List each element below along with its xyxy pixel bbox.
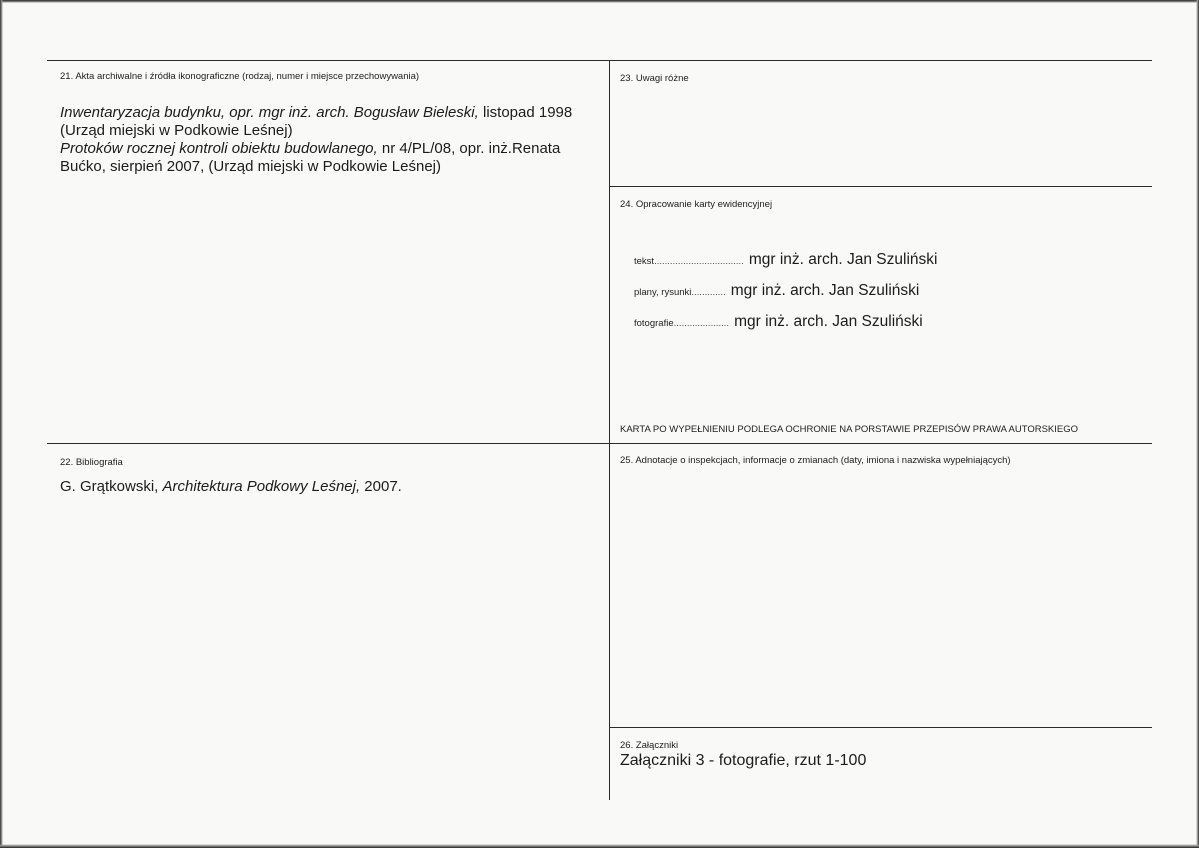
credit-dots: .................................. xyxy=(654,256,744,267)
attachments-value: Załączniki 3 - fotografie, rzut 1-100 xyxy=(620,752,867,769)
scan-edge-bottom xyxy=(0,844,1199,848)
copyright-note: KARTA PO WYPEŁNIENIU PODLEGA OCHRONIE NA PORSTAWIE PRZEPISÓW PRAWA AUTORSKIEGO xyxy=(620,424,1079,435)
divider-23-24 xyxy=(609,186,1152,187)
credit-value: mgr inż. arch. Jan Szuliński xyxy=(748,251,938,268)
archive-entry xyxy=(60,140,580,176)
credit-label: fotografie xyxy=(634,318,674,329)
archive-entry xyxy=(60,104,580,140)
top-border-line xyxy=(47,60,1152,61)
archive-entry-details: listopad 1998 (Urząd miejski w Podkowie Leśnej) xyxy=(60,104,573,139)
archive-entry-title: Protoków rocznej kontroli obiektu budowlanego, xyxy=(60,140,378,157)
section-21-content xyxy=(60,104,580,176)
credit-label: plany, rysunki xyxy=(634,287,692,298)
middle-border-line xyxy=(47,443,1152,444)
credit-value: mgr inż. arch. Jan Szuliński xyxy=(730,282,920,299)
credit-row-text xyxy=(634,251,937,269)
credit-row-photos xyxy=(634,313,923,331)
bibliography-title: Architektura Podkowy Leśnej, xyxy=(162,478,361,495)
section-24-label: 24. Opracowanie karty ewidencyjnej xyxy=(620,199,773,210)
archive-entry-title: Inwentaryzacja budynku, opr. mgr inż. arch. Bogusław Bieleski, xyxy=(60,104,479,121)
section-21-label: 21. Akta archiwalne i źródła ikonograficzne (rodzaj, numer i miejsce przechowywania) xyxy=(60,71,420,82)
credit-dots: ............. xyxy=(691,287,726,298)
credit-label: tekst xyxy=(634,256,655,267)
archive-entry-details: nr 4/PL/08, opr. inż.Renata Bućko, sierpień 2007, (Urząd miejski w Podkowie Leśnej) xyxy=(60,140,561,175)
bibliography-year: 2007. xyxy=(360,478,402,495)
scan-edge-left xyxy=(0,0,3,848)
credit-dots: ..................... xyxy=(673,318,730,329)
section-22-label: 22. Bibliografia xyxy=(60,457,123,468)
center-divider-line xyxy=(609,60,610,800)
credit-row-plans xyxy=(634,282,919,300)
bibliography-author: G. Grątkowski, xyxy=(60,478,163,495)
divider-25-26 xyxy=(609,727,1152,728)
bibliography-entry xyxy=(60,478,402,496)
credit-value: mgr inż. arch. Jan Szuliński xyxy=(734,313,923,330)
section-23-label: 23. Uwagi różne xyxy=(620,73,689,84)
section-25-label: 25. Adnotacje o inspekcjach, informacje o zmianach (daty, imiona i nazwiska wypełniających) xyxy=(620,455,1011,466)
section-26-label: 26. Załączniki xyxy=(620,740,679,751)
scan-edge-top xyxy=(0,0,1199,3)
